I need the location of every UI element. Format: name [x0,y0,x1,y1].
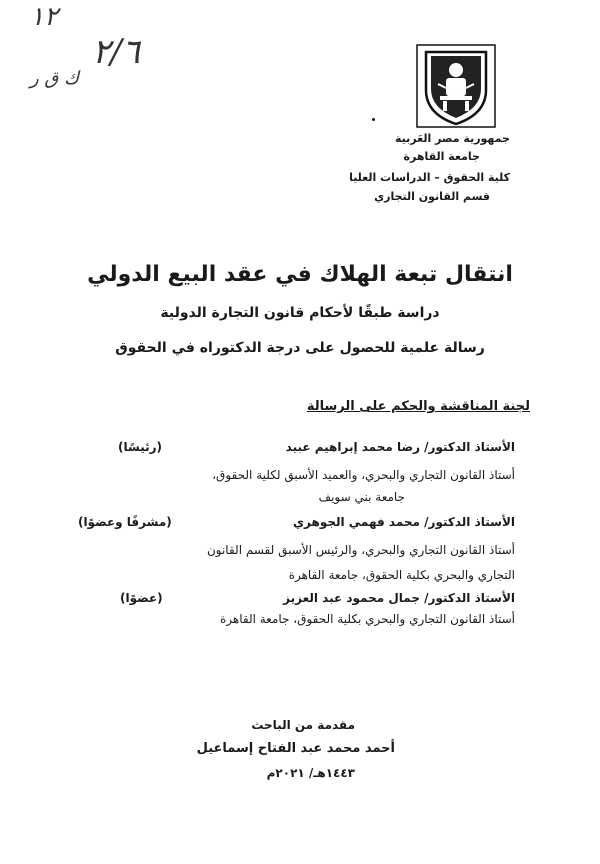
researcher-label: مقدمة من الباحث [251,718,355,732]
researcher-date: ١٤٤٣هـ/ ٢٠٢١م [266,766,355,780]
institution-line-1: جمهورية مصر العَربية [395,132,510,145]
member-1-desc-2: جامعة بني سويف [318,490,405,504]
member-3-desc-1: أستاذ القانون التجاري والبحري بكلية الحقوق، جامعة القاهرة [219,612,515,626]
member-2-desc-2: التجاري والبحري بكلية الحقوق، جامعة القاهرة [288,568,515,582]
thesis-subtitle: دراسة طبقًا لأحكام قانون التجارة الدولية [160,305,440,321]
handwritten-small-note: ك ق ر [30,68,79,89]
member-3-role: (عضوًا) [120,591,163,605]
member-2-name: الأستاذ الدكتور/ محمد فهمي الجوهري [293,515,515,529]
thesis-purpose: رسالة علمية للحصول على درجة الدكتوراه في الحقوق [115,340,485,356]
member-3-name: الأستاذ الدكتور/ جمال محمود عبد العزيز [283,591,515,605]
researcher-name: أحمد محمد عبد الفتاح إسماعيل [196,741,395,756]
member-1-name: الأستاذ الدكتور/ رضا محمد إبراهيم عبيد [285,440,515,454]
member-1-desc-1: أستاذ القانون التجاري والبحري، والعميد الأسبق لكلية الحقوق، [212,468,515,482]
institution-line-3: كلية الحقوق – الدراسات العليا [349,171,510,184]
dot [372,118,375,121]
handwritten-number: ٢/٦ [92,32,140,72]
handwritten-top-mark: ١٢ [30,2,58,32]
committee-heading: لجنة المناقشة والحكم على الرسالة [306,399,530,414]
member-1-role: (رئيسًا) [118,440,162,454]
member-2-role: (مشرفًا وعضوًا) [78,515,172,529]
thesis-title: انتقال تبعة الهلاك في عقد البيع الدولي [87,262,513,287]
cairo-university-logo-icon [416,44,496,128]
institution-line-2: جامعة القاهرة [403,150,480,163]
member-2-desc-1: أستاذ القانون التجاري والبحري، والرئيس الأسبق لقسم القانون [206,543,515,557]
institution-line-4: قسم القانون التجاري [374,190,490,203]
